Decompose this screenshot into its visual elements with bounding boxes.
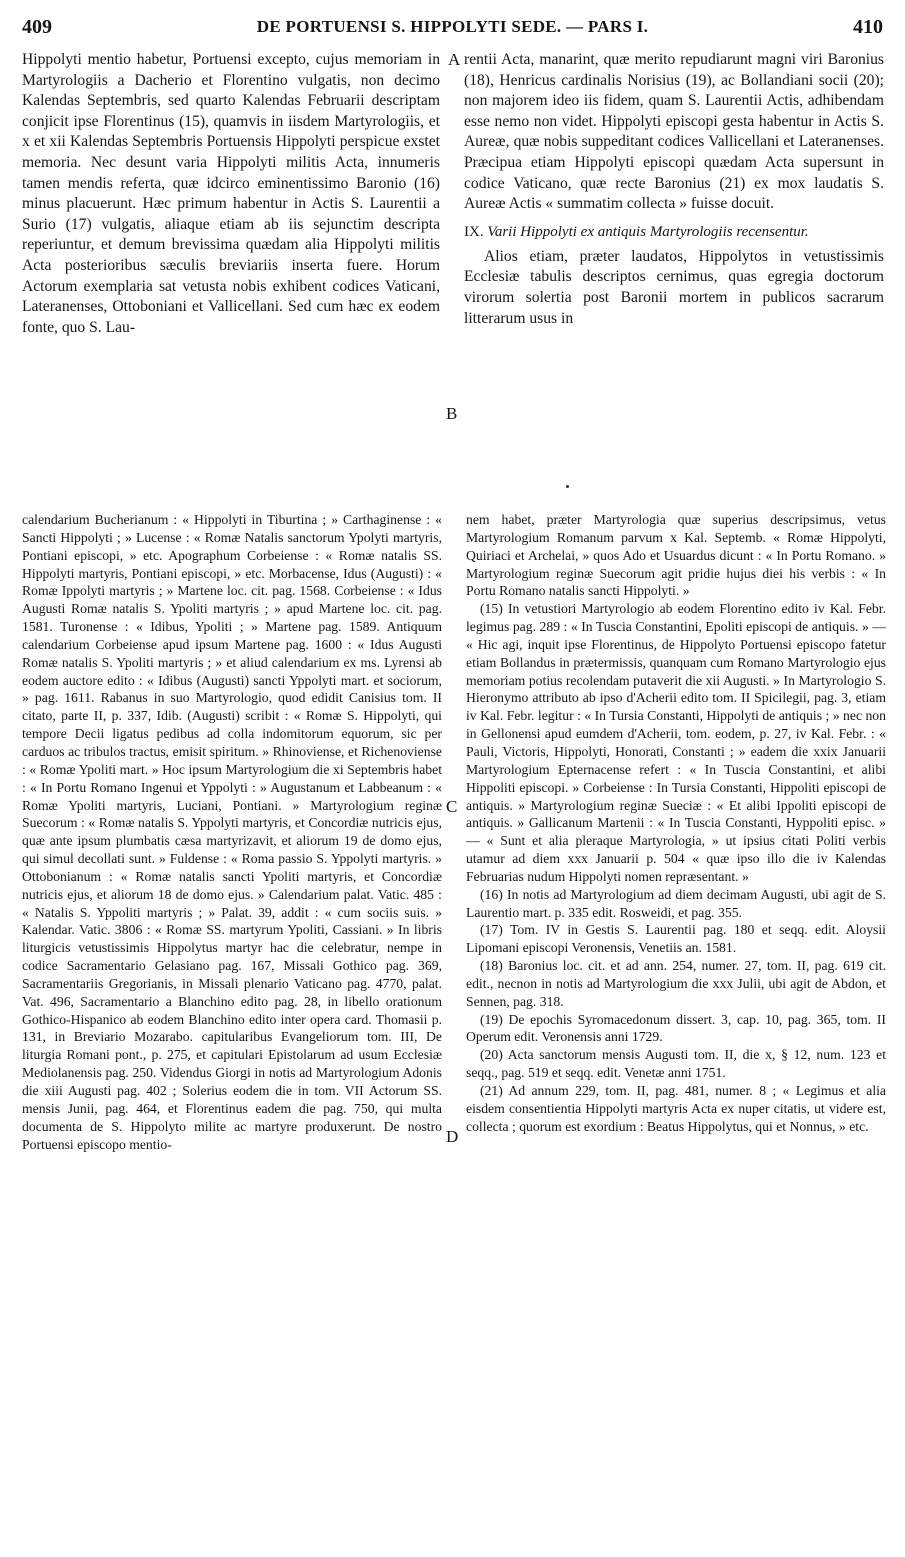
footnote-15: (15) In vetustiori Martyrologio ab eodem Florentino edito iv Kal. Febr. legimus pag. 289 : « In Tuscia Constantini, Epoliti episcopi de antiquis. » — « Hic agi, inquit ipse Florentinus, de Hippolyto Portuensi episcopo fatetur etiam Bollandus in prætermissis, quanquam cum Romano Martyrologio ejus memoriam potius recolendam putaverit die xii Augusti. » In Martyrologio S. Hieronymo attributo ab ipso d'Acherii edito tom. II Spicilegii, pag. 3, etiam iv Kal. Febr. legitur : « In Tursia Constanti, Hippolyti de antiquis ; » nec non in Gellonensi apud eumdem d'Acherii, tom. eodem, p. 27, iv Kal. Febr. : « Pauli, Victoris, Hippolyti, Honorati, Constanti ; » eadem die xxix Januarii Martyrologium Epternacense refert : « In Tuscia Constantini, et alibi Hippoliti episcopi. » Corbeiense : In Tursia Constanti, Hippoliti episcopi de antiquis. » Martyrologium reginæ Sueciæ : « Et alibi Ippoliti episcopi de antiquis. » Gallicanum Martenii : « In Tuscia Constanti, Hyppoliti episc. » — « Sunt et alia pleraque Martyrologia, » ut ipsius citati Politi verbis utamur ad diem xxx Januarii p. 504 « quæ ipso illo die iv Kalendas Februarias nudum Hippolyti nomen repræsentant. » xyxy=(466,601,886,884)
main-paragraph-right-2: Alios etiam, præter laudatos, Hippolytos in vetustissimis Ecclesiæ tabulis descriptos cernimus, quas egregia doctorum virorum solertia post Baronii mortem in publicos sacrarum litterarum usus in xyxy=(464,247,884,327)
section-title: Varii Hippolyti ex antiquis Martyrologiis recensentur. xyxy=(487,223,809,240)
footnotes-right-column xyxy=(466,511,886,1536)
footnote-21: (21) Ad annum 229, tom. II, pag. 481, numer. 8 ; « Legimus et alia eisdem consentientia Hippolyti martyris Acta ex nuper citatis, ut videre est, collecta ; quorum est exordium : Beatus Hippolytus, qui et Nonnus, » etc. xyxy=(466,1083,886,1134)
section-heading xyxy=(464,224,884,241)
margin-letter-d: D xyxy=(446,1127,459,1146)
footnote-continuation-right: nem habet, præter Martyrologia quæ superius descripsimus, vetus Martyrologium Romanum parvum x Kal. Septemb. « Romæ Hippolyti, Quiriaci et Archelai, » quos Ado et Usuardus dicunt : « In Portu Romano. » Martyrologium reginæ Suecorum agit pridie hujus diei his verbis : « In Portu Romano natalis sancti Hippolyti. » xyxy=(466,512,886,599)
footnote-19: (19) De epochis Syromacedonum dissert. 3, cap. 10, pag. 365, tom. II Operum edit. Veronensis anni 1729. xyxy=(466,1011,886,1045)
divider-mark xyxy=(566,485,569,488)
footnote-16: (16) In notis ad Martyrologium ad diem decimam Augusti, ubi agit de S. Laurentio mart. p. 335 edit. Rosweidi, et pag. 355. xyxy=(466,886,886,920)
main-paragraph-left: Hippolyti mentio habetur, Portuensi excepto, cujus memoriam in Martyrologiis a Dacherio et Florentino vulgatis, non decimo Kalendas Septembris, sed quarto Kalendas Februarii descriptam conjicit ipse Florentinus (15), quamvis in iisdem Martyrologiis, et x et xii Kalendas Septembris Portuensis Hippolyti perspicue exstet memoria. Nec desunt varia Hippolyti militis Acta, innumeris tamen mendis referta, quæ idcirco eminentissimo Baronio (16) minus placuerunt. Hæc primum habentur in Actis S. Laurentii a Surio (17) vulgatis, aliaque etiam ab iis sejunctim descripta reperiuntur, et demum brevissima quædam alia Hippolyti militis Acta posterioribus sæculis breviariis inserta fuere. Horum Actorum exemplaria sat vetusta nobis exhibent codices Vaticani, Lateranenses, Ottoboniani et Vallicellani. Sed cum hæc ex eodem fonte, quo S. Lau- xyxy=(22,51,440,336)
main-text-right-column xyxy=(464,50,884,465)
margin-letter-a: A xyxy=(448,50,461,69)
footnote-17: (17) Tom. IV in Gestis S. Laurentii pag. 180 et seqq. edit. Aloysii Lipomani episcopi Veronensis, Venetiis an. 1581. xyxy=(466,922,886,956)
footnote-continuation: calendarium Bucherianum : « Hippolyti in Tiburtina ; » Carthaginense : « Sancti Hippolyti ; » Lucense : « Romæ Natalis sanctorum Ypolyti martyris, Pontiani episcopi, » etc. Apographum Corbeiense : « Romæ natalis SS. Hippolyti martyris, Pontiani episcopi, » etc. Morbacense, Idus (Augusti) : « Romæ Ippolyti martyris ; » Martene loc. cit. pag. 1568. Corbeiense : « Idus Augusti Romæ natalis S. Ypoliti martyris ; » apud Martene loc. cit. pag. 1581. Turonense : « Idibus, Ypoliti ; » Martene pag. 1589. Antiquum calendarium Corbeiense apud ipsum Martene pag. 1600 : « Idus Augusti Romæ natalis S. Ypoliti martyris ; » et aliud calendarium ex ms. Lyrensi ab eodem auctore edito : « Idibus (Augusti) sancti Yppolyti mart. et sociorum, » pag. 1611. Rabanus in suo Martyrologio, quod edidit Canisius tom. II citato, parte II, p. 337, Idib. (Augusti) scribit : « Romæ S. Hippolyti, qui tempore Decii ligatus pedibus ad colla indomitorum equorum, sic per carduos ac tribulos tractus, emisit spiritum. » Rhinoviense, et Richenoviense : « Romæ Ypoliti mart. » Hoc ipsum Martyrologium die xi Septembris habet : « In Portu Romano Ingenui et Yppolyti : » Augustanum et Labbeanum : « Romæ Ypoliti martyris, Luciani, Pontiani. » Martyrologium reginæ Suecorum : « Romæ natalis S. Yppolyti martyris, et Concordiæ nutricis ejus, quæ ante ipsum plumbatis cæsa martyrizavit, et aliorum 19 de domo ejus, qui simul decollati sunt. » Fuldense : « Roma passio S. Yppolyti martyris. » Ottobonianum : « Romæ natalis sancti Ypoliti martyris, et Concordiæ nutricis ejus, et aliorum 18 de domo ejus. » Calendarium palat. Vatic. 485 : « Natalis S. Yppoliti martyris ; » Palat. 39, addit : « cum sociis suis. » Kalendar. Vatic. 3806 : « Romæ SS. martyrum Ypoliti, Cassiani. » In libris liturgicis vetustissimis Hippolytus martyr hac die celebratur, nempe in codice Sacramentario Gelasiano pag. 167, Missali Gothico pag. 369, Sacramentariis Gregorianis, in Missali plenario Vaticano pag. 4770, palat. Vat. 496, Sacramentario a Blanchino edito pag. 28, in libello orationum Gothico-Hispanico ab eodem Blanchino edito inter opera card. Thomasii p. 131, in Breviario Mozarabo. capitularibus Evangeliorum tom. III, De liturgia Romani pont., p. 275, et capitulari Epistolarum ad usum Ecclesiæ Mediolanensis pag. 250. Videndus Giorgi in notis ad Martyrologium Adonis die xiii Augusti pag. 402 ; Solerius eodem die in tom. VII Actorum SS. mensis Junii, pag. 464, et Florentinus eadem die pag. 750, qui multa documenta de S. Hippolyto milite ac martyre produxerunt. De nostro Portuensi episcopo mentio- xyxy=(22,512,442,1152)
margin-letter-b: B xyxy=(446,404,458,423)
running-title: DE PORTUENSI S. HIPPOLYTI SEDE. — PARS I. xyxy=(256,17,649,36)
margin-letter-c: C xyxy=(446,797,458,816)
footnotes-left-column xyxy=(22,511,442,1536)
footnote-18: (18) Baronius loc. cit. et ad ann. 254, numer. 27, tom. II, pag. 619 cit. edit., necnon in notis ad Martyrologium die xxx Julii, ubi agit de Abdon, et Sennen, pag. 318. xyxy=(466,958,886,1009)
page-number-left: 409 xyxy=(22,16,52,38)
section-number: IX. xyxy=(464,223,484,240)
main-text-left-column xyxy=(22,50,440,465)
footnote-20: (20) Acta sanctorum mensis Augusti tom. II, die x, § 12, num. 123 et seqq., pag. 519 et seqq. edit. Venetæ anni 1751. xyxy=(466,1047,886,1081)
page-number-right: 410 xyxy=(853,16,883,38)
page-header xyxy=(22,10,883,46)
main-paragraph-right: rentii Acta, manarint, quæ merito repudiarunt magni viri Baronius (18), Henricus cardinalis Norisius (19), ac Bollandiani socii (20); non majorem ideo iis fidem, quam S. Laurentii Actis, adhibendam esse nemo non videt. Hippolyti episcopi gesta habentur in Actis S. Aureæ, quæ nobis suppeditant codices Vallicellani et Lateranenses. Præcipua etiam Hippolyti episcopi quædam Acta supersunt in codice Vaticano, quæ recte Baronius (21) ex mox laudatis S. Aureæ Actis « summatim collecta » fuisse docuit. xyxy=(464,51,884,213)
